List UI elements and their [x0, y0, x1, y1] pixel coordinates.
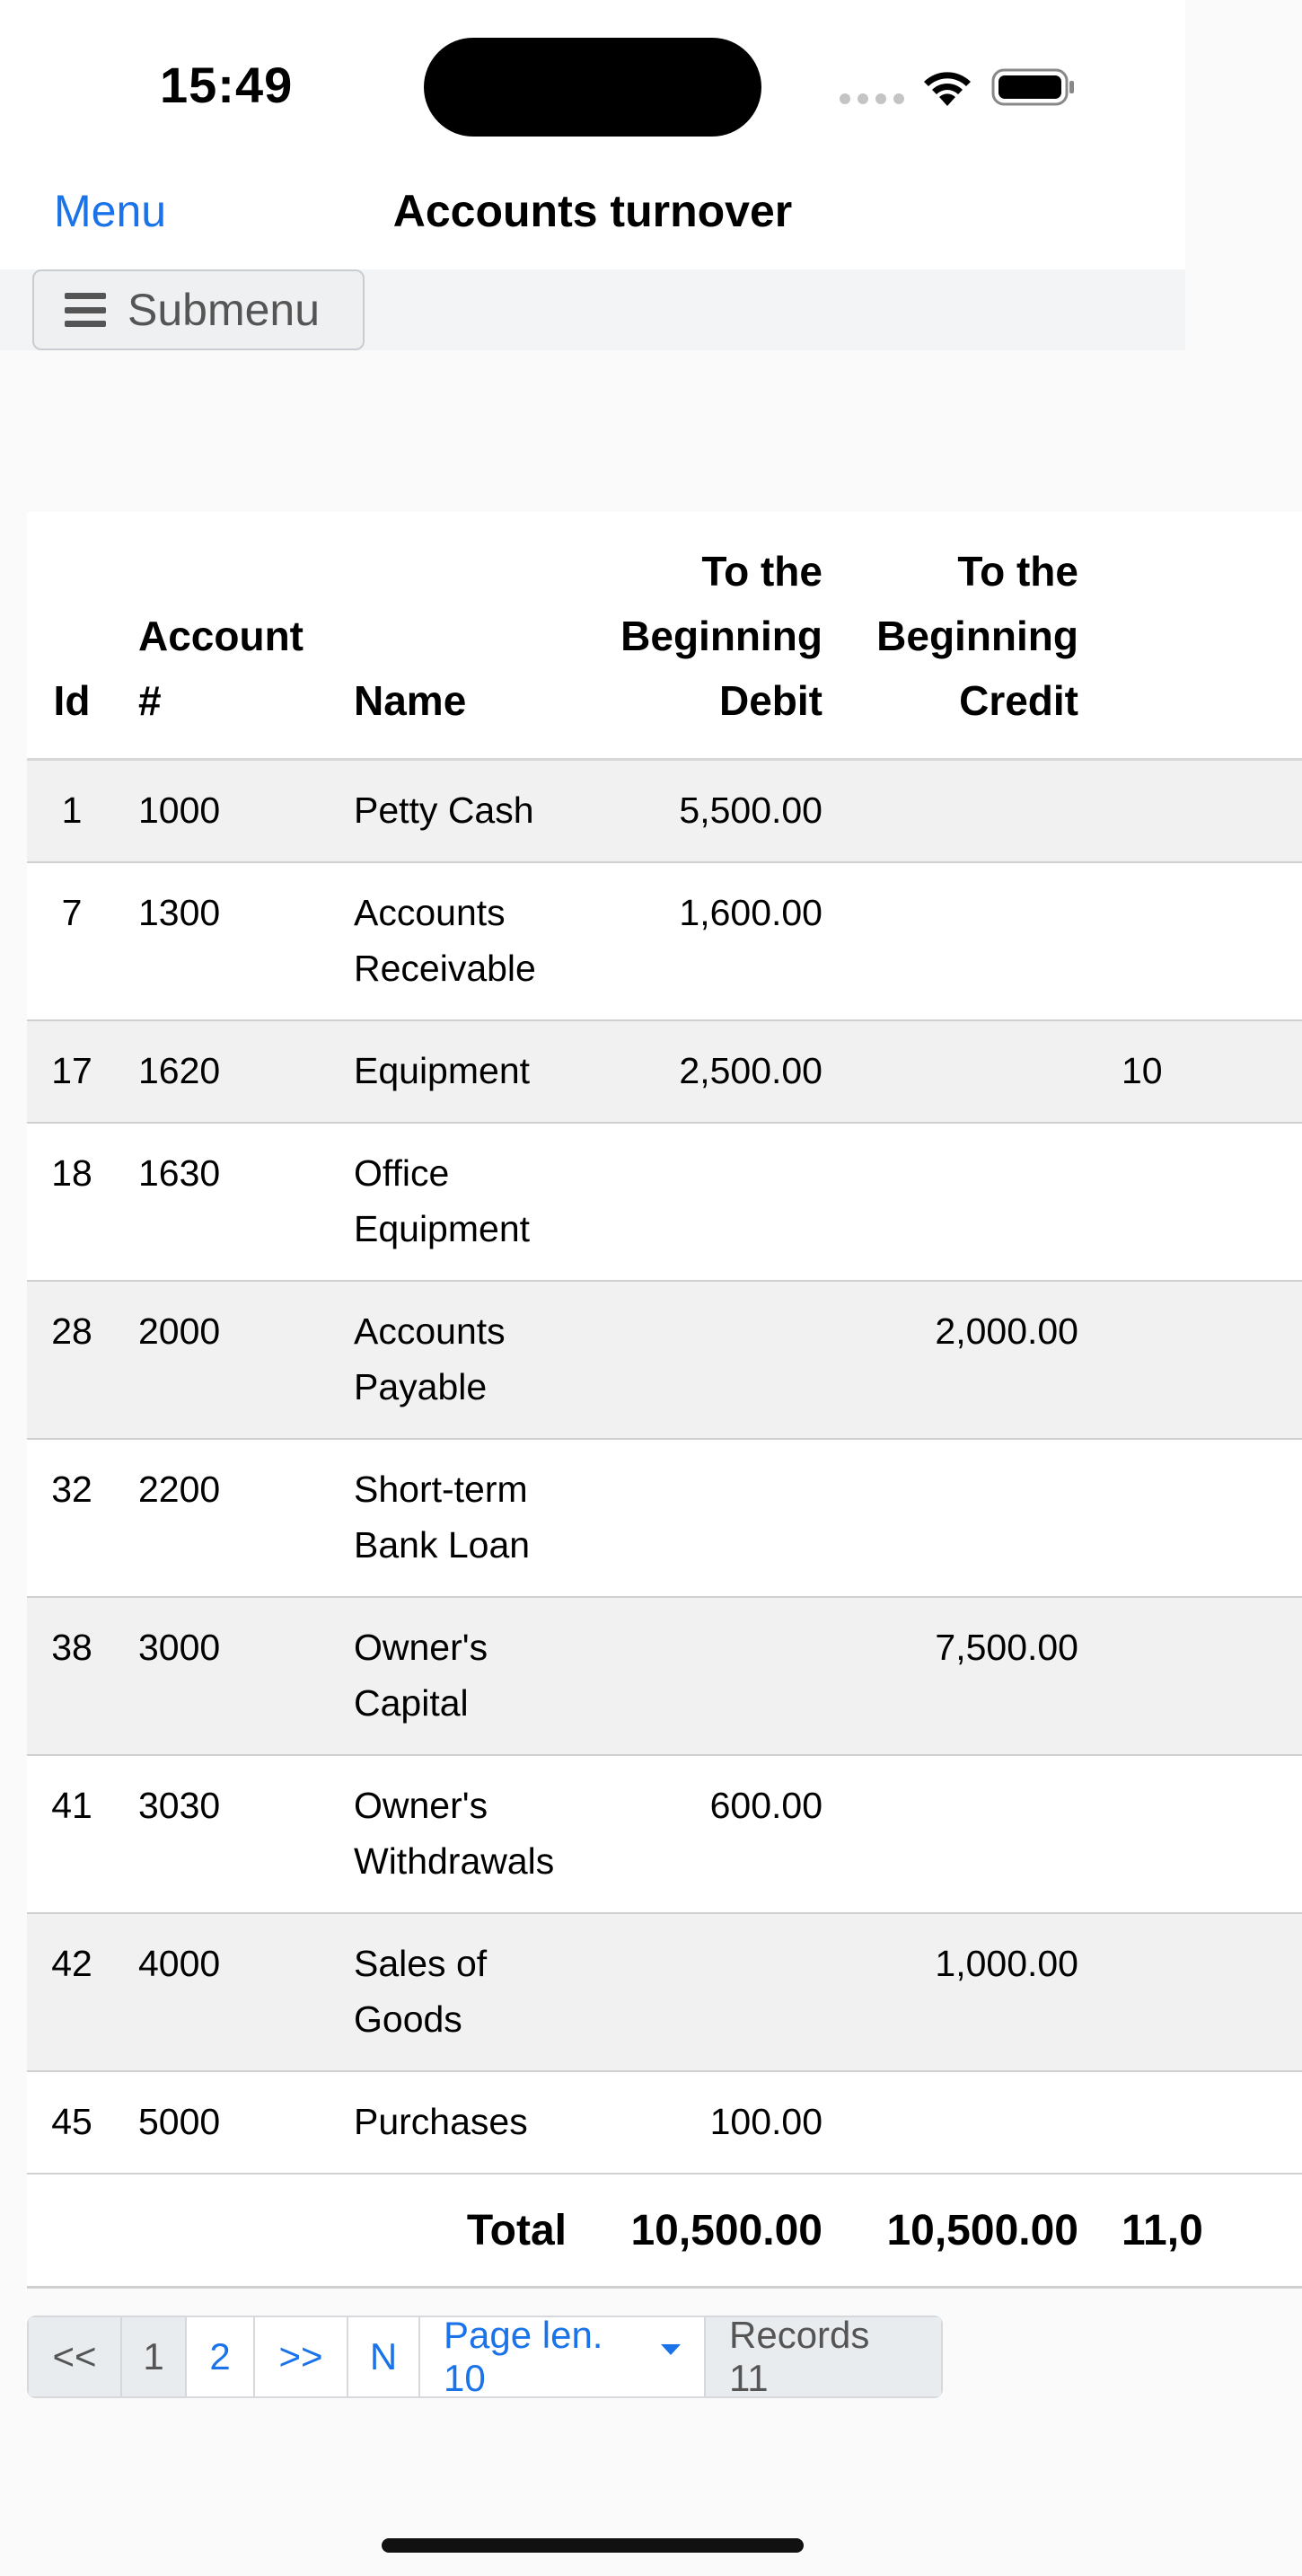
cell-name: Accounts Payable [332, 1281, 588, 1439]
header-account[interactable]: Account # [117, 512, 332, 760]
cell-account: 1620 [117, 1020, 332, 1123]
cell-next: 10 [1100, 1020, 1302, 1123]
header-next [1100, 512, 1302, 760]
pagination [27, 2316, 943, 2398]
table-row[interactable] [27, 1597, 1302, 1755]
cell-begin-debit: 600.00 [588, 1755, 844, 1913]
caret-down-icon [661, 2344, 681, 2355]
cell-begin-debit [588, 1439, 844, 1597]
home-indicator[interactable] [382, 2538, 804, 2553]
table-row[interactable] [27, 760, 1302, 863]
first-page-button[interactable]: << [29, 2317, 122, 2396]
table-row[interactable] [27, 1281, 1302, 1439]
cell-account: 2000 [117, 1281, 332, 1439]
menu-button[interactable]: Menu [54, 186, 167, 236]
cell-begin-debit [588, 1913, 844, 2071]
cell-id: 41 [27, 1755, 117, 1913]
page-1-button[interactable]: 1 [122, 2317, 187, 2396]
table-row[interactable] [27, 2071, 1302, 2174]
table-row[interactable] [27, 1020, 1302, 1123]
cell-next [1100, 760, 1302, 863]
cell-name: Equipment [332, 1020, 588, 1123]
cell-begin-credit [844, 1439, 1100, 1597]
cell-id: 18 [27, 1123, 117, 1281]
cell-begin-debit [588, 1597, 844, 1755]
cell-account: 1000 [117, 760, 332, 863]
cell-name: Sales of Goods [332, 1913, 588, 2071]
cell-begin-debit [588, 1281, 844, 1439]
cell-begin-credit: 2,000.00 [844, 1281, 1100, 1439]
cell-account: 3030 [117, 1755, 332, 1913]
cell-id: 32 [27, 1439, 117, 1597]
total-credit: 10,500.00 [844, 2174, 1100, 2288]
cell-begin-credit [844, 760, 1100, 863]
header-begin-debit[interactable]: To the Beginning Debit [588, 512, 844, 760]
cell-begin-debit: 5,500.00 [588, 760, 844, 863]
navigation-bar [0, 171, 1185, 269]
cell-account: 1300 [117, 862, 332, 1020]
cell-name: Accounts Receivable [332, 862, 588, 1020]
total-next: 11,0 [1100, 2174, 1302, 2288]
cell-id: 28 [27, 1281, 117, 1439]
cell-account: 4000 [117, 1913, 332, 2071]
cell-begin-credit: 1,000.00 [844, 1913, 1100, 2071]
cell-next [1100, 862, 1302, 1020]
total-debit: 10,500.00 [588, 2174, 844, 2288]
cell-next [1100, 1123, 1302, 1281]
header-begin-credit[interactable]: To the Beginning Credit [844, 512, 1100, 760]
table-row[interactable] [27, 862, 1302, 1020]
table-row[interactable] [27, 1439, 1302, 1597]
page-length-label: Page len. 10 [444, 2314, 603, 2399]
cell-name: Owner's Capital [332, 1597, 588, 1755]
cell-name: Purchases [332, 2071, 588, 2174]
cellular-signal-icon [840, 93, 904, 104]
header-id[interactable]: Id [27, 512, 117, 760]
cell-name: Petty Cash [332, 760, 588, 863]
records-count: Records 11 [706, 2317, 941, 2396]
hamburger-icon [65, 293, 106, 327]
battery-icon [991, 68, 1076, 106]
cell-id: 7 [27, 862, 117, 1020]
cell-id: 38 [27, 1597, 117, 1755]
submenu-bar [0, 269, 1185, 350]
cell-name: Short-term Bank Loan [332, 1439, 588, 1597]
cell-id: 45 [27, 2071, 117, 2174]
table-row[interactable] [27, 1755, 1302, 1913]
header-name[interactable]: Name [332, 512, 588, 760]
cell-name: Owner's Withdrawals [332, 1755, 588, 1913]
cell-begin-debit: 100.00 [588, 2071, 844, 2174]
cell-next [1100, 1281, 1302, 1439]
status-bar [0, 0, 1185, 171]
cell-account: 2200 [117, 1439, 332, 1597]
cell-next [1100, 2071, 1302, 2174]
cell-begin-credit [844, 2071, 1100, 2174]
cell-begin-credit: 7,500.00 [844, 1597, 1100, 1755]
total-row [27, 2174, 1302, 2288]
cell-begin-debit [588, 1123, 844, 1281]
cell-id: 1 [27, 760, 117, 863]
turnover-table [27, 512, 1302, 2289]
cell-account: 3000 [117, 1597, 332, 1755]
page-title: Accounts turnover [392, 186, 793, 236]
page-2-button[interactable]: 2 [187, 2317, 255, 2396]
dynamic-island [424, 38, 761, 137]
status-time: 15:49 [160, 57, 294, 113]
cell-begin-credit [844, 1020, 1100, 1123]
next-page-button[interactable]: >> [255, 2317, 348, 2396]
cell-next [1100, 1755, 1302, 1913]
last-page-button[interactable]: N [348, 2317, 420, 2396]
table-row[interactable] [27, 1913, 1302, 2071]
submenu-button[interactable] [32, 269, 365, 350]
cell-id: 42 [27, 1913, 117, 2071]
page-length-dropdown[interactable] [420, 2314, 706, 2399]
turnover-table-container[interactable] [27, 512, 1203, 2289]
cell-begin-credit [844, 1755, 1100, 1913]
total-label: Total [27, 2174, 588, 2288]
cell-next [1100, 1597, 1302, 1755]
cell-begin-debit: 2,500.00 [588, 1020, 844, 1123]
cell-next [1100, 1439, 1302, 1597]
cell-begin-debit: 1,600.00 [588, 862, 844, 1020]
cell-begin-credit [844, 1123, 1100, 1281]
cell-name: Office Equipment [332, 1123, 588, 1281]
cell-id: 17 [27, 1020, 117, 1123]
cell-account: 1630 [117, 1123, 332, 1281]
table-row[interactable] [27, 1123, 1302, 1281]
cell-begin-credit [844, 862, 1100, 1020]
submenu-label: Submenu [128, 285, 321, 335]
table-header-row [27, 512, 1302, 760]
cell-next [1100, 1913, 1302, 2071]
wifi-icon [919, 66, 975, 108]
cell-account: 5000 [117, 2071, 332, 2174]
